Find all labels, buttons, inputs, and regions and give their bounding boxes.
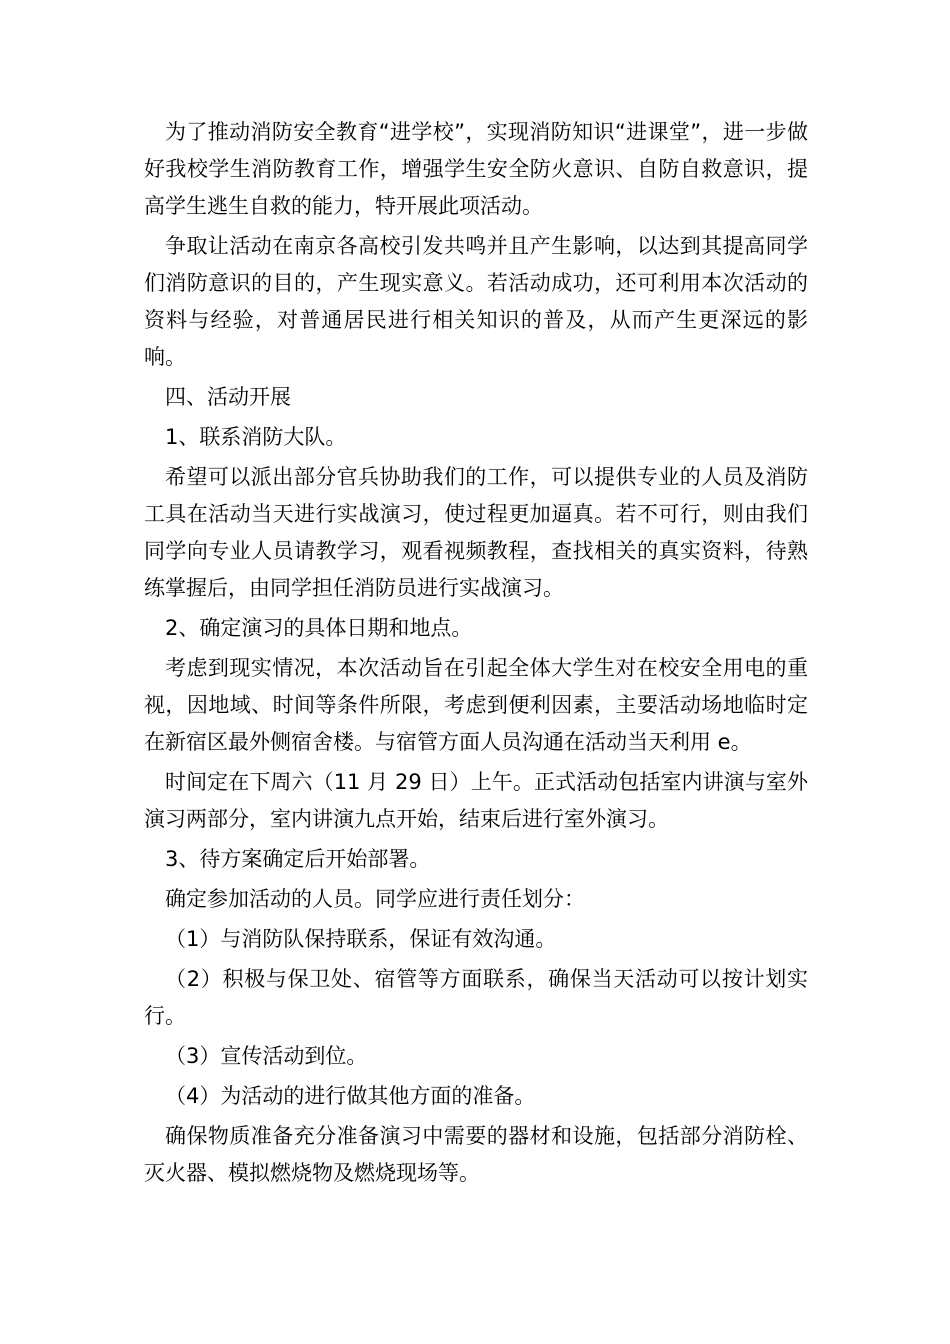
paragraph-time: 时间定在下周六（11 月 29 日）上午。正式活动包括室内讲演与室外演习两部分，室内讲演九点开始，结束后进行室外演习。 <box>144 770 808 831</box>
list-item-1: （1）与消防队保持联系，保证有效沟通。 <box>165 927 557 951</box>
list-item-3: （3）宣传活动到位。 <box>165 1044 368 1068</box>
paragraph-goal: 争取让活动在南京各高校引发共鸣并且产生影响，以达到其提高同学们消防意识的目的，产生现实意义。若活动成功，还可利用本次活动的资料与经验，对普通居民进行相关知识的普及，从而产生更深远的影响。 <box>144 234 808 369</box>
paragraph-fire-brigade: 希望可以派出部分官兵协助我们的工作，可以提供专业的人员及消防工具在活动当天进行实战演习，使过程更加逼真。若不可行，则由我们同学向专业人员请教学习，观看视频教程，查找相关的真实资料，待熟练掌握后，由同学担任消防员进行实战演习。 <box>144 465 808 600</box>
subheading-date-location: 2、确定演习的具体日期和地点。 <box>165 616 473 640</box>
list-item-2: （2）积极与保卫处、宿管等方面联系，确保当天活动可以按计划实行。 <box>144 967 808 1028</box>
list-item-4: （4）为活动的进行做其他方面的准备。 <box>165 1084 536 1108</box>
document-body <box>144 114 808 1192</box>
subheading-deployment: 3、待方案确定后开始部署。 <box>165 847 431 871</box>
paragraph-intro: 为了推动消防安全教育“进学校”，实现消防知识“进课堂”，进一步做好我校学生消防教育工作，增强学生安全防火意识、自防自救意识，提高学生逃生自救的能力，特开展此项活动。 <box>144 120 808 218</box>
subheading-contact-fire-brigade: 1、联系消防大队。 <box>165 425 347 449</box>
paragraph-personnel: 确定参加活动的人员。同学应进行责任划分： <box>165 887 585 911</box>
section-heading-activity: 四、活动开展 <box>165 385 291 409</box>
paragraph-location: 考虑到现实情况，本次活动旨在引起全体大学生对在校安全用电的重视，因地域、时间等条件所限，考虑到便利因素，主要活动场地临时定在新宿区最外侧宿舍楼。与宿管方面人员沟通在活动当天利用 e。 <box>144 656 808 754</box>
paragraph-materials: 确保物质准备充分准备演习中需要的器材和设施，包括部分消防栓、灭火器、模拟燃烧物及燃烧现场等。 <box>144 1124 808 1185</box>
